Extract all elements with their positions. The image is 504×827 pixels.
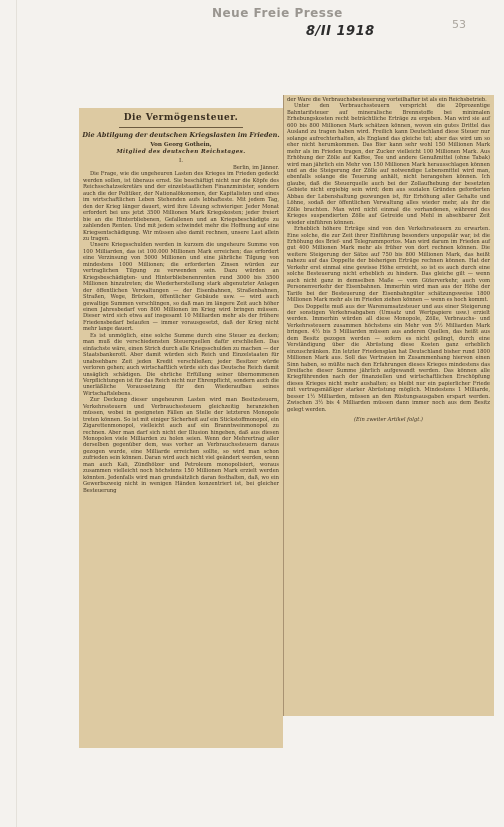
newspaper-masthead: Neue Freie Presse — [212, 6, 343, 20]
continuation-note: (Ein zweiter Artikel folgt.) — [354, 417, 423, 424]
paragraph: Die Frage, wie die ungeheuren Lasten des Krieges im Frieden gedeckt werden sollen, ist überaus ernst. Sie beschäftigt nicht nur die Köpfe des Reichsschatzsekretärs und der einzelstaatlichen Finanzminister, sondern auch die der Politiker, der Nationalökonomen, der Kapitalisten und eines im wirtschaftlichen Leben Stehenden aufs lebhafteste. Mit jedem Tag, den der Krieg länger dauert, wird ihre Lösung schwieriger. Jeder Monat erfordert bei uns jetzt 3500 Millionen Mark Kriegskosten; jeder freiert bie an die Hinterbliebenen, Gefallenen und an Kriegsbeschädigte zu zahlenden Renten. Und mit jedem schwindet mehr die Hoffnung auf eine Kriegsentschädigung. Wir müssen also damit rechnen, unsere Last allein zu tragen. — [83, 171, 279, 242]
title-rule — [119, 127, 243, 128]
article-header — [79, 108, 283, 165]
handwritten-date: 8/II 1918 — [306, 24, 375, 39]
clipping-fold-line — [283, 95, 284, 716]
author-role: Mitglied des deutschen Reichstages. — [116, 149, 246, 155]
dateline: Berlin, im Jänner. — [232, 165, 279, 171]
page-edge-line — [16, 0, 17, 827]
paragraph: Unsere Kriegsschulden werden in kurzem die ungeheure Summe von 100 Milliarden, das ist 100.000 Millionen Mark erreichen; das erfordert eine Verzinsung von 5000 Millionen und eine jährliche Tilgung von mindestens 1000 Millionen; die erforderten Zinsen würden zur vertraglichen Tilgung zu verwenden sein. Dazu würden an Kriegsbeschädigten- und Hinterbliebenenrenten rund 3000 bis 3500 Millionen hinzutreten; die Wiederherstellung stark abgenutzter Anlagen der öffentlichen Verwaltungen — der Eisenbahnen, Straßenbahnen, Straßen, Wege, Brücken, öffentlicher Gebäude usw. — wird auch gewaltige Summen verschlingen, so daß man im längere Zeit auch höher einen Jahresbedarf von 800 Millionen im Krieg wird bringen müssen. Dieser wird sich etwa auf insgesamt 10 Milliarden mehr als der frühere Friedensbedarf belaufen — immer vorausgesetzt, daß der Krieg nicht mehr lange dauert. — [83, 242, 279, 333]
section-number: I. — [179, 158, 183, 164]
paragraph: Des Doppelte muß aus der Warenumsatzsteuer und aus einer Steigerung der sonstigen Verkehrsabgaben (Umsatz und Wertpapiere usw.) erzielt werden. Immerhin würden all diese Monopole, Zölle, Verbrauchs- und Verkehrssteuern zusammen höchstens ein Mehr von 5½ Milliarden Mark bringen. 4½ bis 5 Milliarden müssen aus anderen Quellen, das heißt aus dem Besitz gezogen werden — sofern es nicht gelingt, durch eine Verständigung über die Abrüstung diese Kosten ganz erheblich einzuschränken. Ein letzter Friedensplan hat Deutschland bisher rund 1800 Millionen Mark aus. Soll das Vertrauen im Zusammenhang hiervon einen Sinn haben, so müßte nach den Erfahrungen dieses Krieges mindestens das Dreifache dieser Summe jährlich aufgewandt werden. Das können alle Kriegführenden nach der finanziellen und wirtschaftlichen Erschöpfung dieses Krieges nicht mehr aushalten; es bleibt nur ein papierlicher Friede mit vertragsmäßiger starker Abrüstung möglich. Mindestens 1 Milliarde, besser 1½ Milliarden, müssen an den Rüstungsausgaben erspart werden. Zwischen 3½ bis 4 Milliarden müssen dann immer noch aus dem Besitz gelegt werden. — [287, 303, 490, 413]
left-column-text — [79, 165, 283, 494]
article-author: Von Georg Gothein, — [150, 142, 212, 148]
page-number: 53 — [452, 18, 466, 31]
clipping-left-column — [79, 108, 283, 748]
paragraph: Unter den Verbrauchssteuern verspricht die 20prozentige Bahntarifsteuer auf mineralische Brennstoffe bei minimalen Erhebungskosten recht beträchtliche Erträge zu ergeben. Man wird sie auf 600 bis 800 Millionen Mark schätzen können, wovon ein gutes Drittel das Ausland zu tragen haben wird. Freilich kann Deutschland diese Steuer nur solange aufrechterhalten, als England das gleiche tut; aber das wird um so eher nicht herumkommen. Das Bier kann sehr wohl 150 Millionen Mark mehr als im Frieden tragen, der Zucker vielleicht 100 Millionen Mark. Aus Erhöhung der Zölle auf Kaffee, Tee und andere Genußmittel (ohne Tabak) wird man jährlich ein Mehr von 150 Millionen Mark herausschlagen können und an die Steigerung der Zölle auf notwendige Lebensmittel wird man, ebenfalls solange die Teuerung anhält, nicht herangehen können. Ich glaube, daß die Steuerquelle auch bei der Zollaufhebung der besetzten Gebiete nicht ergiebig sein wird; dem aus sozialen Gründen geforderten Abbau der Lebenshaltung gezwungen ist, für Erhöhung aller Gehalte und Löhne, sodaß der öffentlichen Verwaltung alles wieder mehr, als ihr die Zölle brachten. Man wird nicht einmal die vorhandenen, während des Krieges suspendierten Zölle auf Getreide und Mehl in absehbarer Zeit wieder einführen können. — [287, 103, 490, 226]
paragraph: der Ware die Verbrauchsbesteuerung vorteilhafter ist als ein Reichsbetrieb. — [287, 97, 487, 103]
paragraph: Erheblich höhere Erträge sind von den Verkehrssteuern zu erwarten. Eine solche, die zur Zeit ihrer Einführung besonders unpopulär war, ist die Erhöhung des Brief- und Telegrammportos. Man wird darum im Frieden auf gut 400 Millionen Mark mehr als früher von dort rechnen können. Die weitere Steigerung der Sätze auf 750 bis 800 Millionen Mark, das heißt nahezu auf das Doppelte der bisherigen Erträge rechnen können. Hat der Verkehr erst einmal eine gewisse Höhe erreicht, so ist es auch durch eine solche Besteuerung nicht erheblich zu hindern. Das gleiche gilt — wenn auch nicht ganz in demselben Maße — vom Güterverkehr, auch vom Personenverkehr der Eisenbahnen. Immerhin wird man aus der Höhe der Tarife bei der Besteuerung der Eisenbahngüter schätzungsweise 1800 Millionen Mark mehr als im Frieden ziehen können — wenn es hoch kommt. — [287, 226, 490, 304]
article-title: Die Vermögensteuer. — [123, 113, 239, 123]
paragraph: Es ist unmöglich, eine solche Summe durch eine Steuer zu decken; man muß die verschiedensten Steuerquellen dafür erschließen. Das einfachste wäre, einen Strich durch alle Kriegsschulden zu machen — der Staatsbankerott. Aber damit würden sich Reich und Einzelstaaten für unabsehbare Zeit jeden Kredit verschließen; jeder Besitzer würde verloren gehen; auch wirtschaftlich würde sich das Deutsche Reich damit unsäglich schädigen. Die ehrliche Erfüllung seiner übernommenen Verpflichtungen ist für das Reich nicht nur Ehrenpflicht, sondern auch die unerläßliche Voraussetzung für den Wiederaufbau seines Wirtschaftslebens. — [83, 332, 279, 397]
clipping-right-column — [283, 95, 494, 716]
right-column-text — [283, 95, 494, 424]
paragraph: Zur Deckung dieser ungeheuren Lasten wird man Besitzsteuern, Verkehrssteuern und Verbrauchssteuern gleichzeitig heranziehen müssen, wobei in geeigneten Fällen an Stelle der letzteren Monopole treten können. So ist mit einiger Sicherheit auf ein Stickstoffmonopol, ein Zigarettenmonopol, vielleicht auch auf ein Branntweinmonopol zu rechnen. Aber man darf sich nicht der Illusion hingeben, daß aus diesen Monopolen viele Milliarden zu holen seien. Wenn der Mehrertrag aller derselben gegenüber dem, was vorher an Verbrauchssteuern daraus gezogen wurde, eine Milliarde erreichen sollte, so wird man schon zufrieden sein können. Daran wird auch nicht viel geändert werden, wenn man auch Kali, Zündhölzer und Petroleum monopolisiert, woraus zusammen vielleicht noch höchstens 150 Millionen Mark erzielt werden könnten. Jedenfalls wird man grundsätzlich daran festhalten, daß, wo ein Gewerbszweig nicht in wenigen Händen konzentriert ist, bei gleicher Besteuerung — [83, 397, 279, 494]
article-subtitle: Die Abtilgung der deutschen Kriegslasten im Frieden. — [82, 131, 280, 139]
